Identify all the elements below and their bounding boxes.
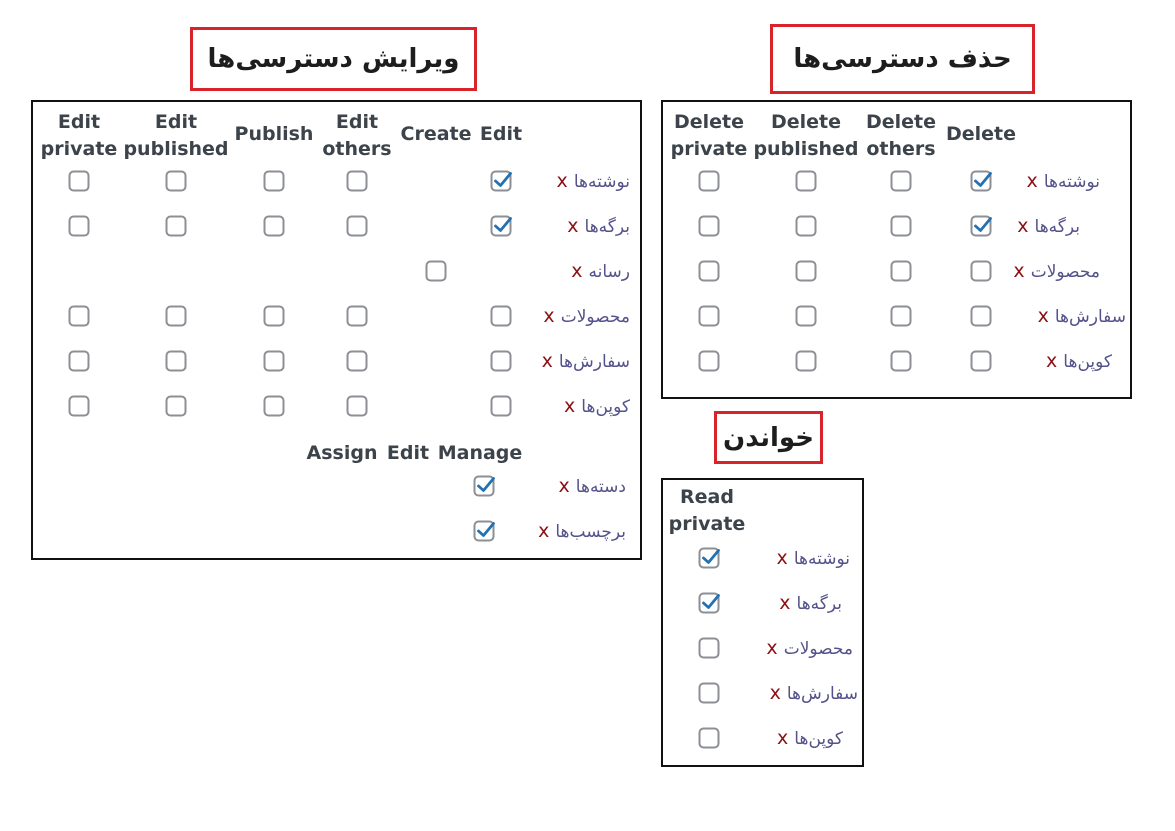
column-header-edit: Edit <box>386 442 430 464</box>
read-capabilities-title: خواندن <box>714 411 823 464</box>
checkbox-delete-1-row-2[interactable] <box>796 261 817 282</box>
remove-x-icon[interactable]: x <box>1046 350 1064 372</box>
edit-capabilities-panel <box>31 100 642 560</box>
post-type-label: کوپن‌ها <box>794 729 843 749</box>
post-type-label: محصولات <box>560 307 630 327</box>
post-type-label: سفارش‌ها <box>786 684 858 704</box>
checkbox-delete-0-row-2[interactable] <box>699 261 720 282</box>
remove-x-icon[interactable]: x <box>777 727 795 749</box>
column-header-delete-others: Delete others <box>865 111 937 160</box>
column-header-create: Create <box>400 123 472 145</box>
column-header-publish: Publish <box>234 123 314 145</box>
remove-x-icon[interactable]: x <box>1017 215 1035 237</box>
row-label <box>1046 350 1112 372</box>
column-header-edit-private: Edit private <box>40 111 118 160</box>
row-label <box>1038 305 1126 327</box>
remove-x-icon[interactable]: x <box>766 637 784 659</box>
remove-x-icon[interactable]: x <box>538 520 556 542</box>
checkbox-delete-2-row-1[interactable] <box>891 216 912 237</box>
checkbox-delete-0-row-0[interactable] <box>699 171 720 192</box>
checkbox-delete-2-row-3[interactable] <box>891 306 912 327</box>
post-type-label: سفارش‌ها <box>558 352 630 372</box>
checkbox-delete-1-row-1[interactable] <box>796 216 817 237</box>
column-header-edit: Edit <box>479 123 523 145</box>
row-label <box>1013 260 1100 282</box>
checkbox-delete-1-row-0[interactable] <box>796 171 817 192</box>
checkbox-read-0-row-2[interactable] <box>699 638 720 659</box>
checkbox-edit-1-row-1[interactable] <box>166 216 187 237</box>
column-header-delete-published: Delete published <box>753 111 859 160</box>
post-type-label: رسانه <box>588 262 630 282</box>
checkbox-edit-2-row-1[interactable] <box>264 216 285 237</box>
post-type-label: برگه‌ها <box>796 594 842 614</box>
remove-x-icon[interactable]: x <box>1013 260 1031 282</box>
checkbox-edit-0-row-1[interactable] <box>69 216 90 237</box>
checkbox-edit-2-row-4[interactable] <box>264 351 285 372</box>
checkbox-read-0-row-4[interactable] <box>699 728 720 749</box>
checkbox-edit-3-row-0[interactable] <box>347 171 368 192</box>
remove-x-icon[interactable]: x <box>1026 170 1044 192</box>
checkbox-delete-1-row-3[interactable] <box>796 306 817 327</box>
row-label <box>770 682 858 704</box>
checkbox-edit-3-row-4[interactable] <box>347 351 368 372</box>
checkbox-edit-1-row-3[interactable] <box>166 306 187 327</box>
post-type-label: برچسب‌ها <box>555 522 626 542</box>
checkbox-edit-0-row-0[interactable] <box>69 171 90 192</box>
checkbox-edit-5-row-0[interactable] <box>491 171 512 192</box>
checkbox-delete-0-row-1[interactable] <box>699 216 720 237</box>
remove-x-icon[interactable]: x <box>567 215 585 237</box>
row-label <box>777 547 850 569</box>
checkbox-delete-3-row-3[interactable] <box>971 306 992 327</box>
checkbox-delete-2-row-0[interactable] <box>891 171 912 192</box>
column-header-manage: Manage <box>437 442 523 464</box>
row-label <box>543 305 630 327</box>
row-label <box>567 215 630 237</box>
remove-x-icon[interactable]: x <box>776 547 794 569</box>
checkbox-edit-5-row-1[interactable] <box>491 216 512 237</box>
remove-x-icon[interactable]: x <box>564 395 582 417</box>
row-label <box>559 475 627 497</box>
checkbox-edit-3-row-1[interactable] <box>347 216 368 237</box>
post-type-label: نوشته‌ها <box>1043 172 1100 192</box>
checkbox-edit-1-row-5[interactable] <box>166 396 187 417</box>
checkbox-taxonomy-2-row-0[interactable] <box>474 476 495 497</box>
checkbox-delete-3-row-2[interactable] <box>971 261 992 282</box>
read-capabilities-panel <box>661 478 864 767</box>
post-type-label: برگه‌ها <box>584 217 630 237</box>
checkbox-edit-3-row-5[interactable] <box>347 396 368 417</box>
checkbox-edit-0-row-3[interactable] <box>69 306 90 327</box>
row-label <box>779 592 842 614</box>
post-type-label: محصولات <box>1030 262 1100 282</box>
checkbox-read-0-row-0[interactable] <box>699 548 720 569</box>
checkbox-edit-5-row-3[interactable] <box>491 306 512 327</box>
checkbox-edit-5-row-5[interactable] <box>491 396 512 417</box>
checkbox-edit-2-row-5[interactable] <box>264 396 285 417</box>
row-label <box>766 637 853 659</box>
checkbox-edit-3-row-3[interactable] <box>347 306 368 327</box>
checkbox-edit-4-row-2[interactable] <box>426 261 447 282</box>
post-type-label: کوپن‌ها <box>581 397 630 417</box>
checkbox-delete-1-row-4[interactable] <box>796 351 817 372</box>
checkbox-edit-2-row-0[interactable] <box>264 171 285 192</box>
remove-x-icon[interactable]: x <box>1037 305 1055 327</box>
checkbox-delete-3-row-4[interactable] <box>971 351 992 372</box>
column-header-edit-others: Edit others <box>322 111 392 160</box>
row-label <box>1027 170 1100 192</box>
checkbox-delete-2-row-2[interactable] <box>891 261 912 282</box>
remove-x-icon[interactable]: x <box>769 682 787 704</box>
checkbox-edit-0-row-5[interactable] <box>69 396 90 417</box>
remove-x-icon[interactable]: x <box>541 350 559 372</box>
post-type-label: کوپن‌ها <box>1063 352 1112 372</box>
checkbox-read-0-row-1[interactable] <box>699 593 720 614</box>
post-type-label: سفارش‌ها <box>1054 307 1126 327</box>
checkbox-delete-3-row-1[interactable] <box>971 216 992 237</box>
remove-x-icon[interactable]: x <box>779 592 797 614</box>
checkbox-read-0-row-3[interactable] <box>699 683 720 704</box>
edit-capabilities-title: ویرایش دسترسی‌ها <box>190 27 477 91</box>
remove-x-icon[interactable]: x <box>558 475 576 497</box>
post-type-label: نوشته‌ها <box>793 549 850 569</box>
column-header-read-private: Read private <box>668 486 746 535</box>
checkbox-delete-2-row-4[interactable] <box>891 351 912 372</box>
post-type-label: محصولات <box>783 639 853 659</box>
checkbox-edit-2-row-3[interactable] <box>264 306 285 327</box>
row-label <box>542 350 630 372</box>
row-label <box>564 395 630 417</box>
delete-capabilities-title: حذف دسترسی‌ها <box>770 24 1035 94</box>
checkbox-edit-1-row-4[interactable] <box>166 351 187 372</box>
remove-x-icon[interactable]: x <box>571 260 589 282</box>
column-header-delete-private: Delete private <box>670 111 748 160</box>
row-label <box>1017 215 1080 237</box>
column-header-assign: Assign <box>306 442 378 464</box>
checkbox-delete-0-row-3[interactable] <box>699 306 720 327</box>
checkbox-taxonomy-2-row-1[interactable] <box>474 521 495 542</box>
row-label <box>538 520 626 542</box>
checkbox-delete-3-row-0[interactable] <box>971 171 992 192</box>
remove-x-icon[interactable]: x <box>556 170 574 192</box>
checkbox-delete-0-row-4[interactable] <box>699 351 720 372</box>
row-label <box>557 170 630 192</box>
column-header-edit-published: Edit published <box>123 111 229 160</box>
checkbox-edit-1-row-0[interactable] <box>166 171 187 192</box>
delete-capabilities-panel <box>661 100 1132 399</box>
row-label <box>777 727 843 749</box>
post-type-label: برگه‌ها <box>1034 217 1080 237</box>
row-label <box>571 260 630 282</box>
post-type-label: نوشته‌ها <box>573 172 630 192</box>
checkbox-edit-5-row-4[interactable] <box>491 351 512 372</box>
remove-x-icon[interactable]: x <box>543 305 561 327</box>
column-header-delete: Delete <box>945 123 1017 145</box>
checkbox-edit-0-row-4[interactable] <box>69 351 90 372</box>
post-type-label: دسته‌ها <box>575 477 626 497</box>
